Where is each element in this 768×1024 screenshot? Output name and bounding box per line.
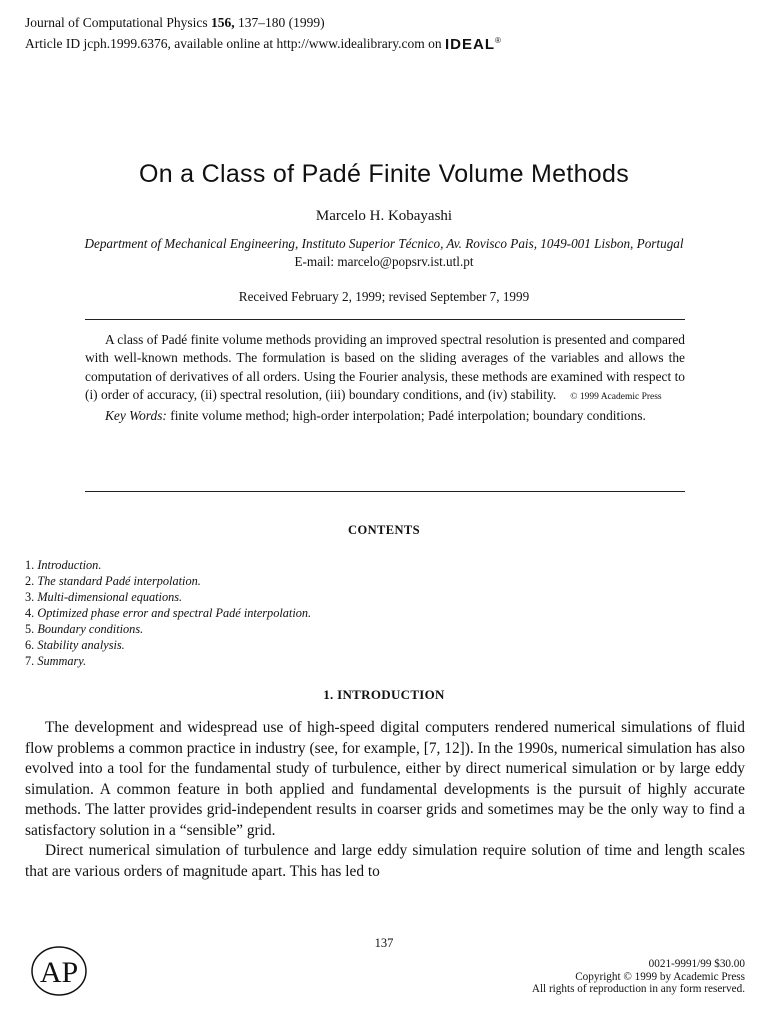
abstract-copyright: © 1999 Academic Press xyxy=(570,392,662,403)
introduction-body xyxy=(25,718,745,882)
toc-item: 6. Stability analysis. xyxy=(25,638,125,652)
article-price: 0021-9991/99 $30.00 xyxy=(648,958,745,970)
abstract xyxy=(85,331,685,425)
journal-pages-year: 137–180 (1999) xyxy=(238,15,325,30)
keywords-label: Key Words: xyxy=(105,407,167,423)
table-of-contents xyxy=(25,557,311,669)
page-number: 137 xyxy=(374,936,394,950)
author-affiliation: Department of Mechanical Engineering, Instituto Superior Técnico, Av. Rovisco Pais, 1049-001 Lisbon, Portugal xyxy=(84,236,684,251)
footer-legal xyxy=(532,958,745,996)
toc-item: 3. Multi-dimensional equations. xyxy=(25,590,183,604)
svg-text:AP: AP xyxy=(39,956,79,989)
journal-citation xyxy=(25,14,325,31)
body-paragraph: Direct numerical simulation of turbulence and large eddy simulation require solution of time and length scales that are various orders of magnitude apart. This has led to xyxy=(25,842,745,880)
toc-item: 7. Summary. xyxy=(25,654,87,668)
body-paragraph: The development and widespread use of high-speed digital computers rendered numerical simulations of fluid flow problems a common practice in industry (see, for example, [7, 12]). In the 1990s, numerical simulation has also evolved into a tool for the fundamental study of turbulence, either by direct numerical simulation or by large eddy simulation. A common feature in both applied and fundamental developments is the pursuit of highly accurate methods. The latter provides grid-independent results in coarser grids and sometimes may be the only way to find a satisfactory solution in a “sensible” grid. xyxy=(25,719,745,839)
footer-rights: All rights of reproduction in any form reserved. xyxy=(531,983,745,995)
toc-item: 4. Optimized phase error and spectral Padé interpolation. xyxy=(25,606,312,620)
toc-item: 5. Boundary conditions. xyxy=(25,622,144,636)
abstract-text: A class of Padé finite volume methods providing an improved spectral resolution is presented and compared with well-known methods. The formulation is based on the sliding averages of the variables and allows the computation of derivatives of all orders. Using the Fourier analysis, these methods are examined with respect to (i) order of accuracy, (ii) spectral resolution, (iii) boundary conditions, and (iv) stability. xyxy=(85,332,685,403)
paper-title: On a Class of Padé Finite Volume Methods xyxy=(138,160,630,188)
ideal-logo: IDEAL® xyxy=(445,36,502,53)
toc-item: 1. Introduction. xyxy=(25,558,102,572)
received-dates: Received February 2, 1999; revised September 7, 1999 xyxy=(238,289,530,304)
article-id-line xyxy=(25,32,502,53)
keywords: finite volume method; high-order interpolation; Padé interpolation; boundary conditions. xyxy=(170,407,646,423)
abstract-bottom-rule xyxy=(85,491,685,492)
contents-heading: CONTENTS xyxy=(348,523,420,537)
author-email: E-mail: marcelo@popsrv.ist.utl.pt xyxy=(294,254,474,269)
journal-name: Journal of Computational Physics xyxy=(25,15,208,30)
toc-item: 2. The standard Padé interpolation. xyxy=(25,574,201,588)
journal-volume: 156, xyxy=(211,15,235,30)
article-id: Article ID jcph.1999.6376, available online at http://www.idealibrary.com on xyxy=(25,36,442,51)
paper-author: Marcelo H. Kobayashi xyxy=(315,208,453,224)
section-heading-introduction: 1. INTRODUCTION xyxy=(323,687,445,702)
academic-press-logo xyxy=(30,945,88,997)
footer-copyright: Copyright © 1999 by Academic Press xyxy=(575,970,745,983)
abstract-top-rule xyxy=(85,319,685,320)
